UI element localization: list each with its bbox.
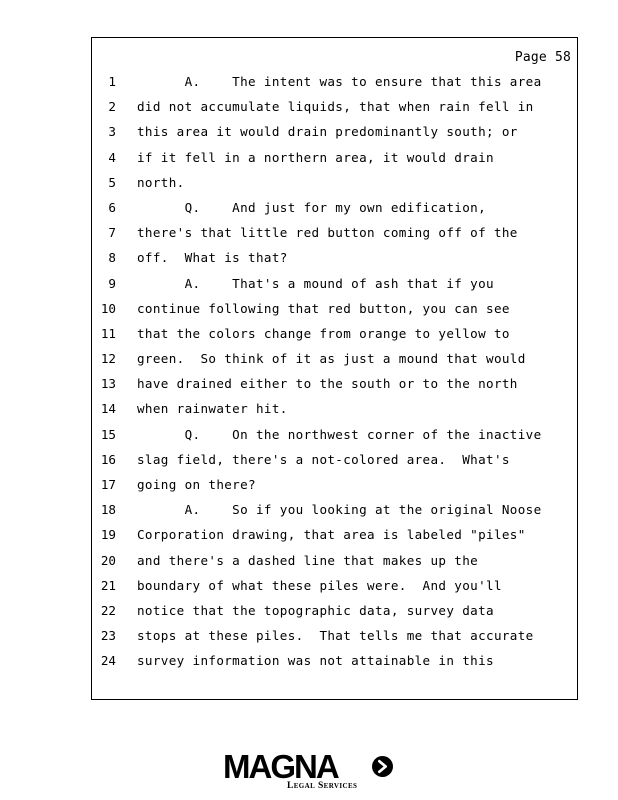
- page-number: Page 58: [514, 50, 571, 65]
- line-number: 16: [100, 451, 116, 467]
- logo-subtext: Legal Services: [287, 781, 358, 791]
- line-text: have drained either to the south or to the north: [137, 376, 518, 392]
- line-text: notice that the topographic data, survey data: [137, 602, 494, 618]
- line-text: this area it would drain predominantly south; or: [137, 124, 518, 140]
- line-text: Corporation drawing, that area is labeled "piles": [137, 527, 526, 543]
- line-text: there's that little red button coming off of the: [137, 225, 518, 241]
- line-text: off. What is that?: [137, 250, 288, 266]
- line-number: 17: [100, 477, 116, 492]
- line-number: 24: [100, 653, 116, 669]
- line-text: did not accumulate liquids, that when rain fell in: [137, 99, 534, 115]
- transcript-lines: [92, 69, 577, 674]
- transcript-line: [92, 472, 577, 497]
- transcript-line: [92, 170, 577, 195]
- transcript-line: [92, 321, 577, 346]
- line-number: 6: [108, 199, 116, 215]
- line-number: 15: [100, 426, 116, 442]
- line-number: 4: [108, 149, 116, 165]
- transcript-line: [92, 220, 577, 245]
- transcript-line: [92, 396, 577, 421]
- line-number: 10: [100, 300, 116, 316]
- line-text: that the colors change from orange to yellow to: [137, 325, 510, 341]
- line-number: 3: [108, 124, 116, 140]
- line-text: continue following that red button, you can see: [137, 300, 510, 316]
- logo-wordmark: MAGNA: [223, 748, 338, 785]
- transcript-line: [92, 648, 577, 673]
- transcript-line: [92, 447, 577, 472]
- transcript-line: [92, 346, 577, 371]
- line-text: Q. And just for my own edification,: [137, 199, 487, 215]
- line-number: 13: [100, 376, 116, 392]
- line-number: 14: [100, 401, 116, 417]
- line-text: boundary of what these piles were. And you'll: [137, 577, 502, 593]
- transcript-line: [92, 69, 577, 94]
- transcript-line: [92, 296, 577, 321]
- transcript-line: [92, 623, 577, 648]
- transcript-line: [92, 119, 577, 144]
- line-text: when rainwater hit.: [137, 401, 288, 417]
- transcript-line: [92, 422, 577, 447]
- line-text: stops at these piles. That tells me that accurate: [137, 628, 534, 644]
- transcript-line: [92, 94, 577, 119]
- circle-arrow-right-icon: [372, 756, 393, 777]
- line-text: north.: [137, 174, 185, 190]
- line-number: 19: [100, 527, 116, 543]
- line-text: if it fell in a northern area, it would drain: [137, 149, 494, 165]
- line-number: 20: [100, 552, 116, 568]
- line-number: 12: [100, 351, 116, 367]
- transcript-line: [92, 245, 577, 270]
- transcript-line: [92, 548, 577, 573]
- line-text: A. The intent was to ensure that this area: [137, 74, 542, 89]
- line-number: 21: [100, 577, 116, 593]
- transcript-line: [92, 598, 577, 623]
- line-text: slag field, there's a not-colored area. What's: [137, 451, 510, 467]
- line-text: going on there?: [137, 477, 256, 492]
- line-number: 8: [108, 250, 116, 266]
- transcript-page: [91, 37, 578, 700]
- transcript-line: [92, 497, 577, 522]
- line-text: green. So think of it as just a mound that would: [137, 351, 526, 367]
- magna-logo: [223, 749, 395, 793]
- line-number: 11: [100, 325, 116, 341]
- line-number: 22: [100, 602, 116, 618]
- line-text: A. That's a mound of ash that if you: [137, 275, 494, 291]
- transcript-line: [92, 145, 577, 170]
- line-text: Q. On the northwest corner of the inactive: [137, 426, 542, 442]
- transcript-line: [92, 522, 577, 547]
- line-number: 23: [100, 628, 116, 644]
- line-number: 2: [108, 99, 116, 115]
- line-text: and there's a dashed line that makes up the: [137, 552, 479, 568]
- line-number: 1: [108, 74, 116, 89]
- line-number: 18: [100, 502, 116, 518]
- line-text: A. So if you looking at the original Noose: [137, 502, 542, 518]
- line-number: 7: [108, 225, 116, 241]
- transcript-line: [92, 195, 577, 220]
- line-number: 5: [108, 174, 116, 190]
- line-number: 9: [108, 275, 116, 291]
- transcript-line: [92, 371, 577, 396]
- transcript-line: [92, 271, 577, 296]
- line-text: survey information was not attainable in this: [137, 653, 494, 669]
- transcript-line: [92, 573, 577, 598]
